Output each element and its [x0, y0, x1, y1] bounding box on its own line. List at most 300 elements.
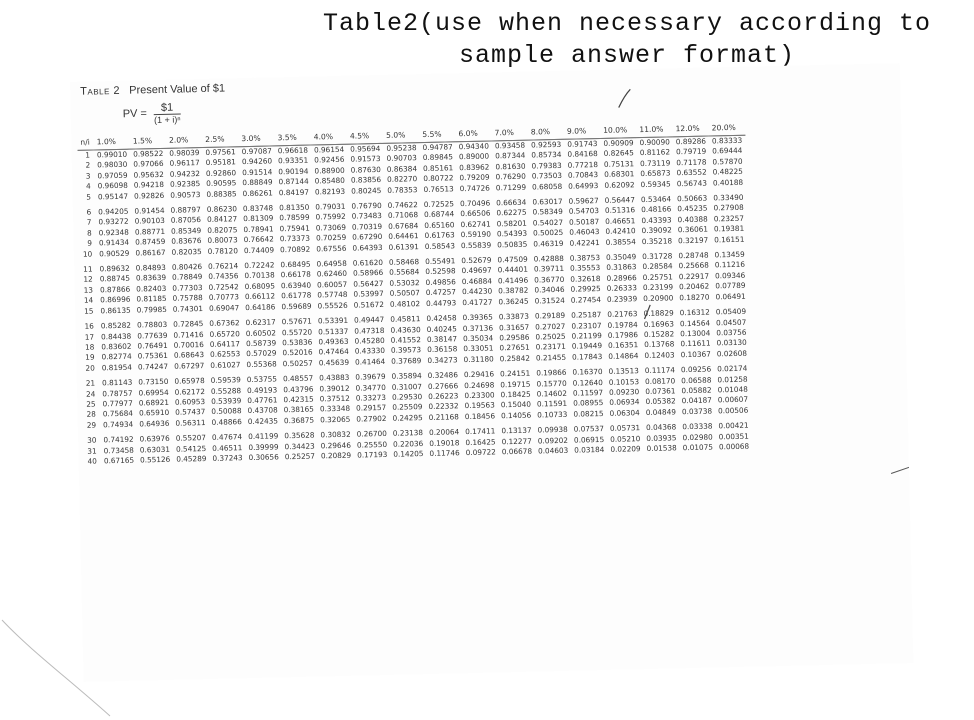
value-cell: 0.70843 — [567, 170, 599, 180]
value-cell: 0.81309 — [243, 213, 274, 224]
value-cell: 0.58349 — [532, 207, 563, 217]
value-cell: 0.98030 — [97, 160, 128, 170]
value-cell: 0.42315 — [283, 394, 314, 405]
value-cell: 0.81954 — [101, 362, 133, 373]
value-cell: 0.25257 — [284, 451, 316, 462]
value-cell: 0.45235 — [677, 204, 708, 214]
value-cell: 0.64393 — [352, 242, 383, 253]
value-cell: 0.81185 — [136, 294, 167, 304]
value-cell: 0.37243 — [212, 453, 243, 463]
value-cell: 0.79209 — [459, 172, 490, 183]
value-cell: 0.05210 — [610, 433, 641, 444]
value-cell: 0.26700 — [356, 429, 387, 439]
value-cell: 0.13137 — [501, 425, 532, 436]
value-cell: 0.56743 — [676, 178, 708, 188]
value-cell: 0.11216 — [714, 260, 746, 270]
column-header: 3.0% — [238, 133, 274, 146]
value-cell: 0.68744 — [423, 209, 455, 220]
column-header: 1.0% — [94, 137, 130, 150]
value-cell: 0.83962 — [459, 162, 490, 173]
value-cell: 0.31007 — [391, 381, 423, 392]
value-cell: 0.63976 — [139, 433, 170, 444]
value-cell: 0.91454 — [134, 205, 165, 216]
value-cell: 0.26223 — [428, 391, 459, 401]
value-cell: 0.35553 — [569, 263, 601, 274]
value-cell: 0.25751 — [642, 272, 673, 282]
value-cell: 0.40388 — [677, 214, 708, 225]
value-cell: 0.94205 — [98, 206, 129, 217]
value-cell: 0.25842 — [499, 353, 531, 364]
value-cell: 0.07789 — [715, 281, 746, 291]
value-cell: 0.61027 — [210, 359, 241, 370]
value-cell: 0.34423 — [284, 441, 315, 451]
period-cell: 18 — [84, 342, 95, 352]
column-header: 12.0% — [672, 124, 708, 137]
value-cell: 0.81162 — [639, 147, 671, 158]
value-cell: 0.38782 — [498, 285, 529, 296]
value-cell: 0.65160 — [424, 220, 455, 230]
value-cell: 0.84893 — [135, 262, 167, 273]
value-cell: 0.81143 — [102, 377, 133, 388]
value-cell: 0.76790 — [351, 200, 382, 211]
period-cell: 9 — [87, 238, 93, 248]
value-cell: 0.32618 — [570, 273, 601, 284]
value-cell: 0.39711 — [533, 264, 565, 274]
value-cell: 0.18829 — [643, 308, 674, 319]
value-cell: 0.86996 — [100, 294, 131, 305]
value-cell: 0.76513 — [423, 183, 454, 194]
value-cell: 0.31524 — [534, 295, 565, 306]
value-cell: 0.67684 — [388, 220, 419, 231]
value-cell: 0.33273 — [355, 392, 387, 403]
value-cell: 0.14602 — [536, 388, 568, 399]
value-cell: 0.19018 — [429, 437, 460, 448]
value-cell: 0.35218 — [641, 236, 673, 246]
formula-numerator: $1 — [154, 102, 181, 116]
value-cell: 0.89632 — [99, 263, 130, 274]
value-cell: 0.76491 — [137, 340, 168, 351]
value-cell: 0.23171 — [535, 342, 566, 352]
value-cell: 0.55491 — [425, 256, 456, 267]
value-cell: 0.49856 — [425, 277, 456, 287]
value-cell: 0.00068 — [718, 441, 750, 452]
value-cell: 0.67297 — [174, 360, 205, 371]
value-cell: 0.59190 — [460, 229, 492, 240]
value-cell: 0.41464 — [354, 356, 386, 367]
value-cell: 0.48166 — [641, 204, 672, 215]
value-cell: 0.50257 — [282, 358, 313, 368]
period-cell: 29 — [86, 420, 97, 430]
value-cell: 0.84168 — [567, 149, 598, 160]
value-cell: 0.33348 — [319, 404, 351, 414]
value-cell: 0.44793 — [425, 297, 457, 308]
value-cell: 0.90703 — [386, 153, 417, 164]
period-cell: 15 — [84, 306, 94, 316]
value-cell: 0.84197 — [278, 187, 310, 197]
value-cell: 0.72525 — [423, 199, 455, 210]
value-cell: 0.35049 — [605, 252, 637, 262]
value-cell: 0.54125 — [175, 443, 207, 454]
value-cell: 0.33873 — [498, 311, 530, 322]
value-cell: 0.73483 — [351, 211, 383, 222]
value-cell: 0.83676 — [171, 236, 202, 246]
value-cell: 0.65873 — [640, 168, 671, 179]
value-cell: 0.75684 — [102, 409, 134, 419]
value-cell: 0.22036 — [392, 438, 424, 449]
value-cell: 0.84438 — [100, 331, 132, 341]
value-cell: 0.53464 — [640, 194, 672, 205]
value-cell: 0.79719 — [675, 146, 707, 157]
value-cell: 0.63552 — [676, 167, 707, 178]
column-header: 20.0% — [709, 123, 745, 136]
value-cell: 0.96618 — [277, 145, 309, 156]
value-cell: 0.25025 — [535, 331, 566, 342]
value-cell: 0.11174 — [644, 365, 676, 376]
value-cell: 0.53939 — [211, 396, 242, 406]
value-cell: 0.61620 — [352, 258, 384, 268]
table-label — [80, 82, 225, 97]
value-cell: 0.68301 — [604, 169, 635, 180]
value-cell: 0.41727 — [462, 297, 493, 307]
value-cell: 0.95238 — [386, 143, 417, 153]
value-cell: 0.36245 — [498, 296, 529, 307]
formula-fraction — [154, 102, 181, 126]
value-cell: 0.14564 — [679, 318, 711, 328]
value-cell: 0.35894 — [391, 371, 422, 381]
period-cell: 30 — [87, 435, 97, 445]
value-cell: 0.95181 — [205, 157, 237, 168]
value-cell: 0.53836 — [282, 337, 313, 348]
value-cell: 0.97059 — [97, 170, 128, 181]
value-cell: 0.31728 — [642, 251, 673, 262]
value-cell: 0.75131 — [603, 159, 635, 169]
value-cell: 0.65720 — [209, 328, 240, 339]
value-cell: 0.74622 — [387, 200, 418, 210]
value-cell: 0.19449 — [571, 341, 603, 351]
value-cell: 0.23199 — [642, 282, 674, 293]
value-cell: 0.94218 — [133, 180, 165, 190]
value-cell: 0.55526 — [317, 300, 348, 311]
value-cell: 0.25187 — [571, 310, 602, 320]
value-cell: 0.32486 — [427, 370, 459, 381]
value-cell: 0.28748 — [678, 250, 709, 261]
value-cell: 0.82035 — [171, 246, 202, 257]
value-cell: 0.00506 — [718, 405, 749, 416]
value-cell: 0.70773 — [208, 292, 240, 303]
value-cell: 0.67165 — [103, 455, 135, 466]
value-cell: 0.41496 — [497, 275, 529, 286]
value-cell: 0.58739 — [245, 338, 277, 348]
value-cell: 0.35034 — [462, 333, 494, 344]
value-cell: 0.48102 — [389, 298, 421, 309]
value-cell: 0.67362 — [209, 318, 240, 328]
value-cell: 0.39012 — [319, 383, 350, 393]
value-cell: 0.86167 — [135, 247, 166, 258]
value-cell: 0.90595 — [206, 178, 237, 189]
value-cell: 0.74409 — [243, 245, 275, 255]
value-cell: 0.46319 — [533, 238, 564, 249]
value-cell: 0.13004 — [680, 328, 711, 339]
value-cell: 0.74301 — [172, 303, 204, 314]
column-header: 10.0% — [600, 125, 636, 138]
value-cell: 0.27666 — [427, 380, 459, 391]
value-cell: 0.51672 — [353, 299, 385, 310]
value-cell: 0.81350 — [279, 202, 310, 213]
value-cell: 0.73503 — [531, 171, 563, 181]
value-cell: 0.57870 — [712, 156, 743, 167]
value-cell: 0.37689 — [391, 355, 422, 366]
value-cell: 0.19563 — [464, 400, 495, 411]
value-cell: 0.52598 — [425, 266, 456, 277]
value-cell: 0.39573 — [390, 345, 422, 356]
value-cell: 0.97087 — [241, 146, 272, 157]
value-cell: 0.71068 — [387, 210, 419, 221]
value-cell: 0.71299 — [495, 182, 527, 192]
value-cell: 0.42410 — [605, 226, 636, 237]
value-cell: 0.50088 — [211, 406, 242, 417]
value-cell: 0.49447 — [353, 315, 385, 325]
value-cell: 0.74934 — [102, 419, 134, 430]
value-cell: 0.78353 — [387, 184, 418, 195]
value-cell: 0.11597 — [572, 387, 604, 398]
value-cell: 0.83748 — [242, 203, 274, 214]
value-cell: 0.77977 — [102, 398, 133, 409]
value-cell: 0.77303 — [172, 282, 203, 293]
value-cell: 0.76214 — [207, 261, 239, 271]
value-cell: 0.21199 — [571, 330, 602, 341]
column-header: 9.0% — [564, 126, 600, 139]
period-cell: 3 — [85, 171, 91, 181]
value-cell: 0.78803 — [136, 319, 168, 330]
value-cell: 0.64993 — [568, 180, 599, 191]
value-cell: 0.27027 — [535, 321, 566, 332]
column-header: 3.5% — [274, 133, 310, 146]
value-cell: 0.78599 — [279, 213, 310, 223]
value-cell: 0.27902 — [356, 413, 387, 424]
value-cell: 0.72242 — [244, 260, 275, 271]
value-cell: 0.50187 — [568, 216, 600, 227]
value-cell: 0.91573 — [350, 154, 381, 165]
value-cell: 0.56427 — [353, 278, 384, 289]
value-cell: 0.87344 — [495, 151, 526, 161]
value-cell: 0.68095 — [244, 281, 276, 291]
value-cell: 0.64461 — [388, 231, 419, 242]
value-cell: 0.03738 — [681, 406, 713, 416]
value-cell: 0.05731 — [609, 423, 641, 433]
value-cell: 0.64117 — [209, 339, 241, 349]
value-cell: 0.75992 — [315, 212, 346, 222]
value-cell: 0.33490 — [713, 192, 744, 203]
column-header: 4.0% — [311, 132, 347, 145]
value-cell: 0.79985 — [136, 304, 167, 315]
value-cell: 0.30832 — [320, 429, 351, 440]
value-cell: 0.73119 — [640, 158, 671, 168]
value-cell: 0.68643 — [173, 350, 205, 361]
value-cell: 0.70138 — [244, 270, 275, 281]
value-cell: 0.48866 — [211, 416, 242, 427]
value-cell: 0.82075 — [207, 225, 238, 235]
value-cell: 0.09230 — [608, 387, 640, 397]
value-cell: 0.07361 — [645, 386, 676, 396]
period-cell: 24 — [85, 389, 96, 399]
value-cell: 0.59689 — [281, 301, 312, 311]
value-cell: 0.77639 — [137, 330, 168, 341]
value-cell: 0.27454 — [570, 294, 602, 305]
value-cell: 0.11611 — [680, 338, 711, 349]
value-cell: 0.52016 — [282, 347, 313, 358]
value-cell: 0.21763 — [607, 309, 638, 319]
period-cell: 14 — [83, 295, 94, 306]
value-cell: 0.38147 — [426, 334, 458, 344]
value-cell: 0.65978 — [174, 376, 205, 386]
value-cell: 0.55126 — [139, 454, 171, 465]
value-cell: 0.79383 — [531, 160, 562, 171]
period-cell: 12 — [83, 275, 93, 285]
present-value-table — [77, 123, 752, 467]
value-cell: 0.66634 — [496, 197, 527, 208]
value-cell: 0.83639 — [135, 273, 167, 284]
value-cell: 0.90529 — [99, 248, 130, 259]
value-cell: 0.29925 — [570, 284, 601, 294]
value-cell: 0.77218 — [567, 159, 599, 170]
value-cell: 0.17843 — [571, 351, 603, 362]
value-cell: 0.78849 — [172, 272, 203, 283]
value-cell: 0.43330 — [354, 346, 386, 356]
value-cell: 0.46884 — [461, 276, 493, 287]
value-cell: 0.62741 — [460, 219, 491, 230]
value-cell: 0.71178 — [676, 157, 707, 168]
value-cell: 0.73150 — [138, 376, 169, 387]
value-cell: 0.94787 — [422, 142, 453, 153]
column-header: n/i — [77, 137, 94, 150]
value-cell: 0.49363 — [318, 336, 349, 347]
value-cell: 0.90909 — [603, 138, 634, 148]
value-cell: 0.78120 — [207, 245, 239, 256]
value-cell: 0.89845 — [422, 152, 454, 163]
value-cell: 0.43630 — [390, 324, 421, 335]
value-cell: 0.09346 — [714, 270, 746, 281]
value-cell: 0.63940 — [280, 280, 312, 291]
value-cell: 0.13768 — [644, 339, 675, 350]
value-cell: 0.47761 — [247, 395, 278, 405]
value-cell: 0.19784 — [607, 319, 638, 330]
value-cell: 0.10367 — [680, 349, 711, 359]
value-cell: 0.31863 — [606, 262, 637, 273]
value-cell: 0.59539 — [210, 375, 241, 386]
period-cell: 6 — [86, 207, 92, 217]
value-cell: 0.03756 — [716, 327, 747, 338]
value-cell: 0.08215 — [573, 408, 604, 419]
value-cell: 0.94232 — [169, 168, 201, 179]
value-cell: 0.41199 — [248, 431, 279, 442]
pen-tick-mark — [618, 89, 630, 107]
period-cell: 13 — [83, 285, 94, 295]
value-cell: 0.36770 — [534, 274, 565, 285]
column-header: 4.5% — [347, 131, 383, 144]
column-header: 2.0% — [166, 135, 202, 148]
value-cell: 0.09202 — [537, 435, 569, 446]
value-cell: 0.90103 — [134, 216, 165, 227]
column-header: 5.0% — [383, 130, 419, 143]
value-cell: 0.18456 — [464, 411, 496, 421]
value-cell: 0.39092 — [641, 225, 672, 236]
value-cell: 0.47464 — [318, 347, 349, 357]
value-cell: 0.40245 — [426, 323, 457, 334]
scanned-table-page — [70, 63, 913, 682]
value-cell: 0.69047 — [208, 302, 240, 313]
value-cell: 0.18270 — [679, 292, 710, 302]
value-cell: 0.20462 — [679, 281, 710, 292]
value-cell: 0.61763 — [424, 230, 455, 241]
period-cell: 25 — [86, 399, 96, 409]
value-cell: 0.57671 — [281, 316, 313, 327]
value-cell: 0.04368 — [645, 422, 677, 433]
value-cell: 0.43708 — [247, 405, 278, 416]
value-cell: 0.56447 — [604, 195, 636, 205]
table-number: Table 2 — [80, 84, 121, 98]
value-cell: 0.01258 — [717, 374, 748, 384]
value-cell: 0.21168 — [428, 412, 459, 422]
value-cell: 0.62460 — [316, 269, 348, 279]
value-cell: 0.67290 — [352, 232, 383, 242]
value-cell: 0.63017 — [532, 196, 563, 207]
value-cell: 0.10153 — [608, 376, 640, 387]
value-cell: 0.02209 — [610, 444, 641, 454]
value-cell: 0.56311 — [175, 417, 206, 428]
value-cell: 0.30656 — [248, 452, 279, 463]
value-cell: 0.42888 — [533, 253, 564, 264]
value-cell: 0.80073 — [207, 235, 238, 246]
pen-stroke-mark — [891, 458, 914, 473]
value-cell: 0.69954 — [138, 387, 169, 398]
value-cell: 0.11746 — [429, 448, 460, 458]
value-cell: 0.79031 — [315, 201, 346, 212]
period-cell: 31 — [87, 446, 97, 456]
value-cell: 0.31657 — [498, 322, 530, 332]
value-cell: 0.44401 — [497, 265, 529, 275]
value-cell: 0.50835 — [497, 239, 528, 250]
value-cell: 0.74356 — [208, 271, 239, 282]
value-cell: 0.43883 — [319, 372, 350, 383]
value-cell: 0.58468 — [388, 257, 420, 267]
value-cell: 0.82193 — [314, 186, 346, 197]
value-cell: 0.92456 — [314, 155, 345, 165]
value-cell: 0.87630 — [350, 164, 381, 175]
value-cell: 0.24151 — [499, 368, 531, 379]
value-cell: 0.61778 — [281, 290, 312, 301]
period-cell: 21 — [85, 378, 96, 388]
value-cell: 0.14205 — [393, 449, 424, 459]
value-cell: 0.96117 — [169, 158, 200, 169]
value-cell: 0.28584 — [642, 261, 673, 272]
value-cell: 0.97066 — [133, 159, 164, 169]
value-cell: 0.29530 — [391, 392, 423, 402]
value-cell: 0.29586 — [499, 332, 530, 343]
value-cell: 0.90194 — [278, 166, 309, 177]
value-cell: 0.06934 — [609, 397, 640, 408]
value-cell: 0.62553 — [209, 349, 241, 360]
value-cell: 0.19715 — [500, 379, 531, 389]
value-cell: 0.87866 — [99, 284, 131, 295]
formula-denominator: (1 + i)ⁿ — [153, 114, 181, 126]
value-cell: 0.73458 — [103, 445, 134, 455]
value-cell: 0.06915 — [573, 434, 605, 445]
value-cell: 0.16963 — [643, 318, 675, 329]
column-header: 8.0% — [528, 127, 564, 140]
value-cell: 0.88771 — [134, 226, 166, 237]
value-cell: 0.05382 — [645, 396, 676, 407]
value-cell: 0.58966 — [352, 268, 384, 279]
